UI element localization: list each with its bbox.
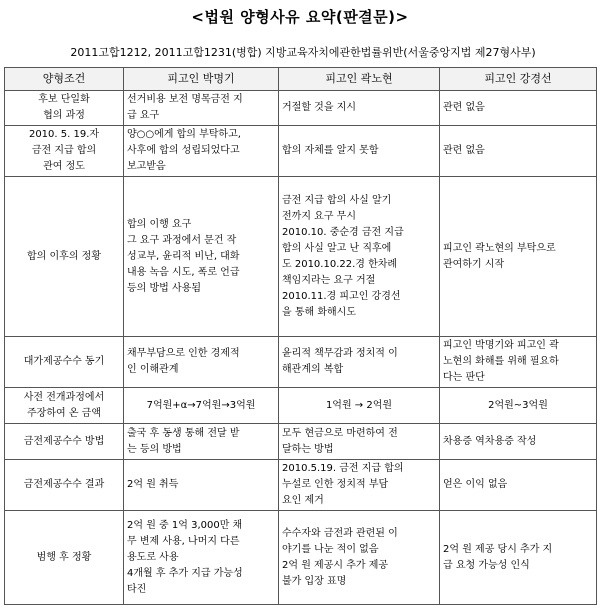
cell-line: 용도로 사용 [127,551,179,563]
cell-line: 합의 이후의 정황 [27,250,101,262]
table-row [5,91,597,126]
cell-line: 인 이해관계 [127,364,179,375]
cell-kang [440,91,597,126]
cell-line: 관련 없음 [443,102,485,113]
cell-line: 거절할 것을 지시 [282,102,356,113]
cell-line: 2억원~3억원 [488,399,548,411]
cell-line: 양○○에게 합의 부탁하고, [127,129,241,140]
cell-line: 금전제공수수 결과 [23,479,105,490]
cell-kwak [279,460,440,511]
cell-park [124,126,279,177]
cell-line: 채무부담으로 인한 경제적 [127,348,240,359]
cell-line: 성교부, 윤리적 비난, 대화 [127,250,240,262]
cell-line: 책임지라는 요구 거절 [282,274,376,286]
cell-park [124,511,279,605]
cell-park [124,91,279,126]
cell-kang [440,337,597,388]
cell-park [124,388,279,424]
cell-line: 차용증 역차용증 작성 [443,435,537,447]
cell-line: 요인 제거 [282,495,324,506]
cell-line: 사후에 합의 성립되었다고 [127,145,240,156]
header-kwak: 피고인 곽노현 [279,68,440,91]
cell-line: 는 등의 방법 [127,443,182,455]
cell-line: 2010. 5. 19.자 [28,129,100,140]
row-condition [5,91,124,126]
cell-line: 금전 지급 합의 사실 알기 [282,194,392,206]
cell-line: 관련 없음 [443,145,485,156]
cell-line: 달하는 방법 [282,443,334,455]
cell-park [124,177,279,337]
cell-line: 2억 원 제공 당시 추가 지 [443,543,553,555]
cell-park [124,460,279,511]
cell-line: 대가제공수수 동기 [23,356,105,367]
row-condition [5,460,124,511]
cell-kang [440,511,597,605]
case-subtitle: 2011고합1212, 2011고합1231(병합) 지방교육자치에관한법률위반(서울중앙지법 제27형사부) [70,46,536,59]
cell-line: 2010.11.경 피고인 강경선 [282,290,401,302]
table-row [5,460,597,511]
cell-park [124,337,279,388]
cell-line: 등의 방법 사용됨 [127,282,201,294]
cell-line: 윤리적 책무감과 정치적 이 [282,348,398,359]
cell-kang [440,388,597,424]
cell-line: 전까지 요구 무시 [282,210,356,222]
cell-line: 사전 전개과정에서 [23,391,105,403]
cell-line: 을 통해 화해시도 [282,306,356,318]
row-condition [5,337,124,388]
cell-line: 관여하기 시작 [443,258,505,270]
cell-line: 2010.5.19. 금전 지급 합의 [282,463,404,474]
cell-line: 노현의 화해를 위해 필요하 [443,356,559,367]
cell-kwak [279,388,440,424]
cell-line: 범행 후 정황 [36,551,92,563]
cell-line: 타진 [127,583,147,595]
sentencing-table [4,67,597,605]
cell-kang [440,460,597,511]
row-condition [5,177,124,337]
header-park: 피고인 박명기 [124,68,279,91]
cell-line: 7억원+α→7억원→3억원 [146,399,256,411]
cell-line: 2억 원 제공시 추가 제공 [282,559,389,571]
cell-line: 수수자와 금전과 관련된 이 [282,527,398,539]
cell-kang [440,424,597,460]
cell-line: 다는 판단 [443,372,485,383]
header-condition: 양형조건 [5,68,124,91]
cell-line: 해관계의 복합 [282,364,344,375]
cell-kang [440,177,597,337]
table-row [5,337,597,388]
row-condition [5,511,124,605]
table-row [5,126,597,177]
cell-line: 도 2010.10.22.경 한차례 [282,258,398,270]
cell-line: 무 변제 사용, 나머지 다른 [127,535,240,547]
cell-kwak [279,337,440,388]
table-row [5,177,597,337]
cell-kwak [279,424,440,460]
cell-line: 피고인 곽노현의 부탁으로 [443,242,556,254]
cell-line: 급 요청 가능성 인식 [443,559,530,571]
header-kang: 피고인 강경선 [440,68,597,91]
cell-line: 금전 지급 합의 [31,145,97,156]
cell-line: 피고인 박명기와 피고인 곽 [443,340,559,351]
cell-line: 4개월 후 추가 지급 가능성 [127,567,243,579]
cell-line: 누설로 인한 정치적 부담 [282,479,389,490]
cell-line: 출국 후 동생 통해 전달 받 [127,427,240,439]
table-header-row [5,68,597,91]
cell-line: 얻은 이익 없음 [443,479,508,490]
cell-line: 불가 입장 표명 [282,575,347,587]
cell-line: 합의 이행 요구 [127,218,192,230]
cell-line: 2억 원 중 1억 3,000만 채 [127,519,243,531]
cell-line: 2010.10. 중순경 금전 지급 [282,226,404,238]
row-condition [5,424,124,460]
cell-kang [440,126,597,177]
cell-line: 금전제공수수 방법 [23,435,105,447]
cell-line: 협의 과정 [43,110,85,121]
cell-line: 관여 정도 [43,161,85,172]
page-title: <법원 양형사유 요약(판결문)> [191,8,409,26]
row-condition [5,388,124,424]
table-row [5,388,597,424]
cell-line: 2억 원 취득 [127,479,179,490]
cell-line: 주장하여 온 금액 [27,407,101,419]
cell-line: 합의 자체를 알지 못함 [282,145,379,156]
table-row [5,511,597,605]
cell-park [124,424,279,460]
cell-line: 보고받음 [127,161,166,172]
cell-kwak [279,126,440,177]
cell-line: 후보 단일화 [38,94,90,105]
cell-line: 합의 사실 알고 난 직후에 [282,242,392,254]
row-condition [5,126,124,177]
cell-line: 선거비용 보전 명목금전 지 [127,94,243,105]
cell-line: 야기를 나눈 적이 없음 [282,543,379,555]
cell-line: 1억원 → 2억원 [325,399,393,411]
table-row [5,424,597,460]
cell-line: 그 요구 과정에서 문건 작 [127,234,237,246]
cell-line: 급 요구 [127,110,160,121]
cell-line: 모두 현금으로 마련하여 전 [282,427,398,439]
cell-kwak [279,511,440,605]
cell-kwak [279,91,440,126]
cell-line: 내용 녹음 시도, 폭로 언급 [127,266,240,278]
cell-kwak [279,177,440,337]
